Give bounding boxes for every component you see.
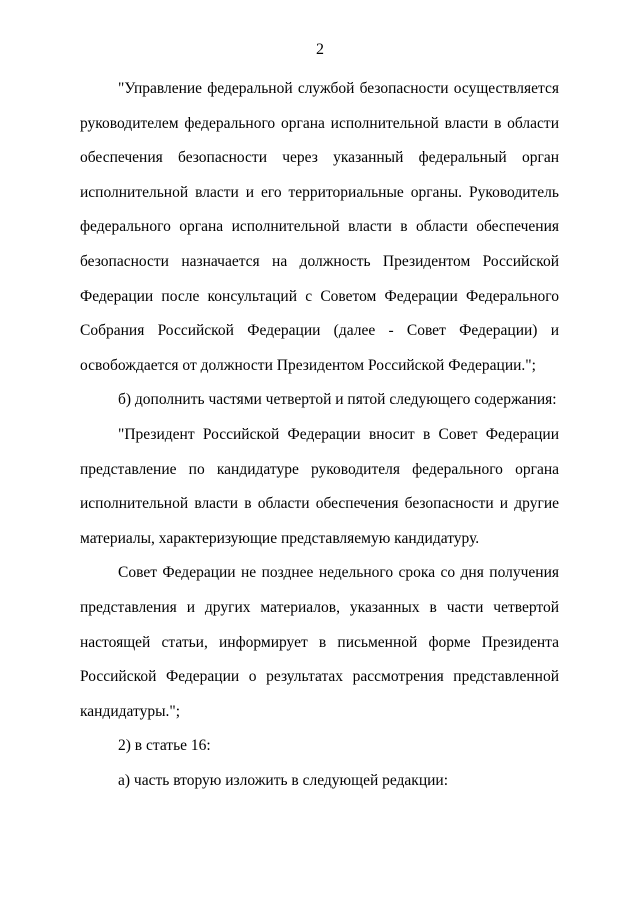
paragraph-item-2: 2) в статье 16: (118, 737, 211, 755)
paragraph-item-a: а) часть вторую изложить в следующей редакции: (118, 771, 449, 789)
document-body (80, 72, 559, 798)
page-number: 2 (316, 41, 324, 58)
paragraph-item-b: б) дополнить частями четвертой и пятой следующего содержания: (118, 391, 557, 409)
paragraph-fsb-management: "Управление федеральной службой безопасности осуществляется руководителем федерального органа исполнительной власти в области обеспечения безопасности через указанный федеральный орган исполнительной власти и его территориальные органы. Руководитель федерального органа исполнительной власти в области обеспечения безопасности назначается на должность Президентом Российской Федерации после консультаций с Советом Федерации Федерального Собрания Российской Федерации (далее - Совет Федерации) и освобождается от должности Президентом Российской Федерации."; (80, 80, 559, 374)
paragraph-federation-council: Совет Федерации не позднее недельного срока со дня получения представления и других материалов, указанных в части четвертой настоящей статьи, информирует в письменной форме Президента Российской Федерации о результатах рассмотрения представленной кандидатуры."; (80, 564, 559, 720)
paragraph-president-submission: "Президент Российской Федерации вносит в Совет Федерации представление по кандидатуре руководителя федерального органа исполнительной власти в области обеспечения безопасности и другие материалы, характеризующие представляемую кандидатуру. (80, 425, 559, 547)
